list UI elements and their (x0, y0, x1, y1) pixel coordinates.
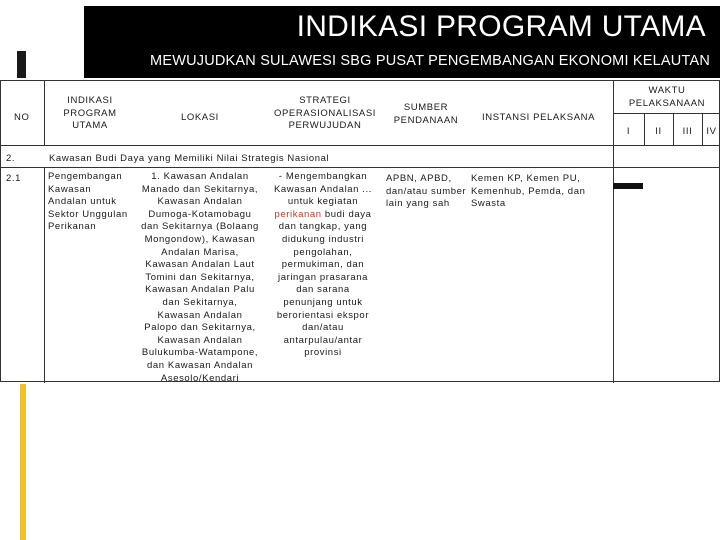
title-banner (84, 6, 720, 78)
header-lokasi: LOKASI (181, 112, 219, 123)
header-period-2: II (655, 126, 662, 137)
grid-line (1, 167, 720, 168)
header-period-4: IV (706, 126, 717, 137)
section-title: Kawasan Budi Daya yang Memiliki Nilai Strategis Nasional (49, 153, 330, 164)
sumber-cell: APBN, APBD, dan/atau sumber lain yang sah (386, 173, 467, 210)
page-subtitle: MEWUJUDKAN SULAWESI SBG PUSAT PENGEMBANGAN EKONOMI KELAUTAN (150, 53, 710, 69)
page-title: INDIKASI PROGRAM UTAMA (296, 10, 706, 43)
grid-line (1, 145, 720, 146)
left-gold-bar (20, 384, 26, 540)
header-waktu: WAKTU PELAKSANAAN (628, 85, 706, 109)
section-number: 2. (6, 153, 16, 164)
instansi-cell: Kemen KP, Kemen PU, Kemenhub, Pemda, dan Swasta (471, 173, 586, 210)
program-cell: Pengembangan Kawasan Andalan untuk Sektor Unggulan Perikanan (48, 171, 128, 233)
grid-line (44, 167, 45, 383)
header-no: NO (14, 112, 30, 123)
highlight-perikanan: perikanan (274, 208, 322, 220)
header-period-3: III (682, 126, 693, 137)
strategi-cell: - Mengembangkan Kawasan Andalan ... untuk kegiatan perikanan budi daya dan tangkap, yang didukung industri pengolahan, permukiman, dan jaringan prasarana dan sarana penunjang untuk berorientasi ekspor dan/atau antarpulau/antar provinsi (273, 171, 373, 359)
header-sumber: SUMBER PENDANAAN (393, 102, 459, 126)
header-instansi: INSTANSI PELAKSANA (482, 112, 596, 123)
header-period-1: I (626, 126, 631, 137)
header-strategi: STRATEGI OPERASIONALISASI PERWUJUDAN (274, 95, 376, 132)
grid-line (44, 81, 45, 145)
program-table (0, 80, 720, 382)
header-indikasi-program: INDIKASI PROGRAM UTAMA (63, 95, 117, 132)
grid-line (613, 113, 720, 114)
row-number: 2.1 (6, 173, 22, 184)
left-accent-bar (17, 51, 26, 78)
lokasi-cell: 1. Kawasan Andalan Manado dan Sekitarnya, Kawasan Andalan Dumoga-Kotamobagu dan Sekitarnya (Bolaang Mongondow), Kawasan Andalan Marisa, Kawasan Andalan Laut Tomini dan Sekitarnya, Kawasan Andalan Palu dan Sekitarnya, Kawasan Andalan Palopo dan Sekitarnya, Kawasan Andalan Bulukumba-Watampone, dan Kawasan Andalan Asesolo/Kendari (141, 171, 259, 384)
schedule-bar-period-1 (613, 183, 643, 189)
